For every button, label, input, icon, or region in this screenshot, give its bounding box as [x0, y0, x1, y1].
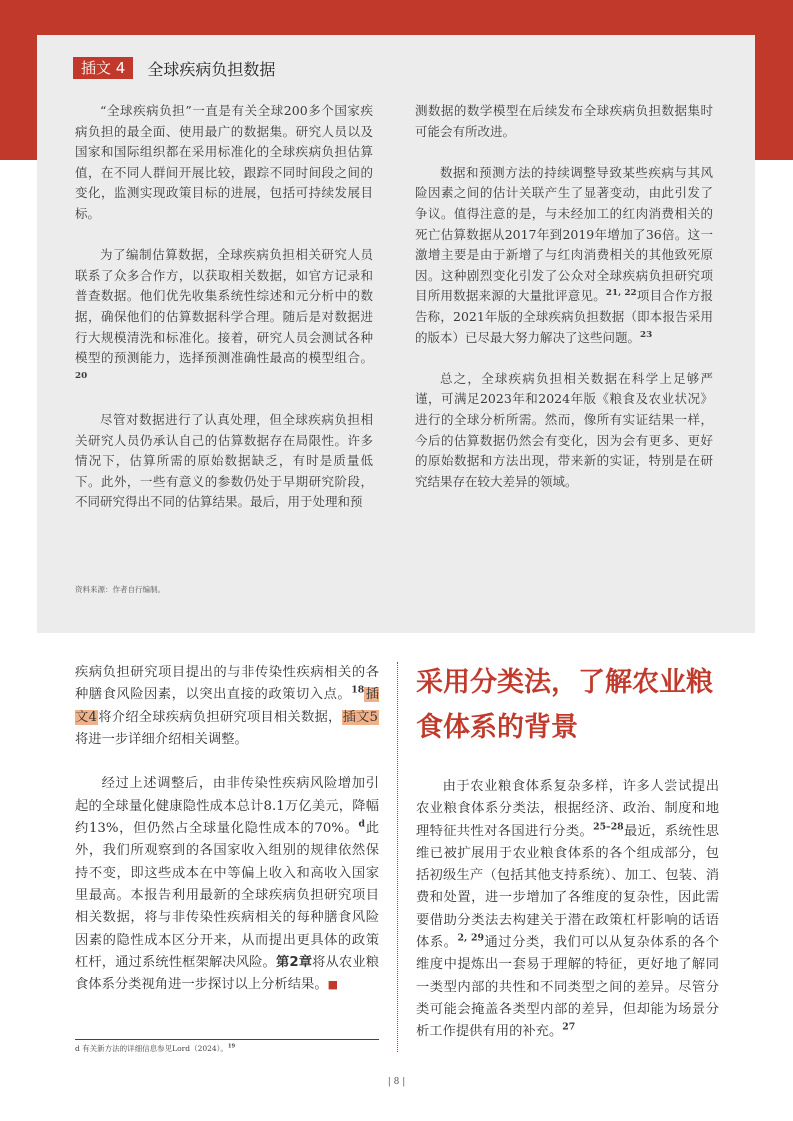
paragraph-text: 此外，我们所观察到的各国家收入组别的规律依然保持不变，即这些成本在中等偏上收入和高收入国家里最高。本报告利用最新的全球疾病负担研究项目相关数据，将与非传染性疾病相关的每种膳食风险因素的隐性成本区分开来，从而提出更具体的政策杠杆，通过系统性框架解决风险。 [75, 821, 380, 970]
reference-number: 23 [640, 329, 653, 340]
footnote-text: d 有关新方法的详细信息参见Lord（2024）。 [75, 1044, 228, 1053]
box-paragraph: 尽管对数据进行了认真处理，但全球疾病负担相关研究人员仍承认自己的估算数据存在局限性。许多情况下，估算所需的原始数据缺乏，有时是质量低下。此外，一些有意义的参数仍处于早期研究阶段，不同研究得出不同的估算结果。最后，用于处理和预 [75, 411, 373, 510]
paragraph-text: 将介绍全球疾病负担研究项目相关数据， [97, 709, 342, 725]
box-paragraph [415, 163, 713, 348]
paragraph-text: 为了编制估算数据，全球疾病负担相关研究人员联系了众多合作方，以获取相关数据，如官方记录和普查数据。他们优先收集系统性综述和元分析中的数据，确保他们的估算数据科学合理。随后是对数据进行大规模清洗和标准化。接着，研究人员会测试各种模型的预测能力，选择预测准确性最高的模型组合。 [75, 247, 373, 366]
paragraph-text: 最近，系统性思维已被扩展用于农业粮食体系的各个组成部分，包括初级生产（包括其他支持系统）、加工、包装、消费和处置，进一步增加了各维度的复杂性，因此需要借助分类法去构建关于潜在政策杠杆影响的话语体系。 [416, 823, 720, 951]
box-left-column [75, 101, 373, 533]
chapter-2-link[interactable]: 第2章 [275, 954, 313, 970]
reference-number: 20 [75, 370, 88, 381]
reference-number: 27 [562, 1021, 576, 1033]
reference-number: 18 [351, 684, 365, 696]
box-title: 全球疾病负担数据 [147, 59, 276, 79]
paragraph-text: 通过分类，我们可以从复杂体系的各个维度中提炼出一套易于理解的特征，更好地了解同一类型内部的共性和不同类型之间的差异。尽管分类可能会掩盖各类型内部的差异，但却能为场景分析工作提供有用的补充。 [416, 935, 720, 1040]
box-source-note: 资料来源：作者自行编制。 [75, 585, 165, 594]
box-paragraph: 总之，全球疾病负担相关数据在科学上足够严谨，可满足2023年和2024年版《粮食及农业状况》进行的全球分析所需。然而，像所有实证结果一样，今后的估算数据仍然会有变化，因为会有更多、更好的原始数据和方法出现，带来新的实证，特别是在研究结果存在较大差异的领域。 [415, 370, 713, 489]
right-column [416, 776, 719, 1044]
paragraph-text: 疾病负担研究项目提出的与非传染性疾病相关的各种膳食风险因素，以突出直接的政策切入点。 [75, 665, 379, 703]
reference-number: 19 [227, 1043, 236, 1050]
left-column [75, 662, 379, 1019]
body-paragraph [75, 773, 379, 996]
paragraph-text: 经过上述调整后，由非传染性疾病风险增加引起的全球量化健康隐性成本总计8.1万亿美元，降幅约13%，但仍然占全球量化隐性成本的70%。 [75, 776, 379, 837]
box-header [73, 57, 275, 79]
box-5-link[interactable]: 插文5 [342, 709, 378, 725]
paragraph-text: 项目合作方报告称，2021年版的全球疾病负担数据（即本报告采用的版本）已尽最大努力解决了这些问题。 [415, 288, 713, 345]
box-right-column [415, 101, 713, 513]
page-number: | 8 | [387, 1077, 406, 1087]
paragraph-text: 将进一步详细介绍相关调整。 [75, 731, 248, 747]
box-4-link[interactable]: 插文4 [75, 687, 380, 725]
footnote-divider [75, 1039, 379, 1040]
paragraph-text: 数据和预测方法的持续调整导致某些疾病与其风险因素之间的估计关联产生了显著变动，由此引发了争议。值得注意的是，与未经加工的红肉消费相关的死亡估算数据从2017年到2019年增加了36倍。这一激增主要是由于新增了与红肉消费相关的其他致死原因。这种剧烈变化引发了公众对全球疾病负担研究项目所用数据来源的大量批评意见。 [415, 164, 713, 304]
paragraph-text: 由于农业粮食体系复杂多样，许多人尝试提出农业粮食体系分类法，根据经济、政治、制度和地理特征共性对各国进行分类。 [416, 779, 719, 839]
body-paragraph [416, 776, 719, 1044]
reference-number: 21, 22 [605, 288, 637, 299]
paragraph-text: 将从农业粮食体系分类视角进一步探讨以上分析结果。 [75, 954, 380, 993]
end-mark-icon: ■ [327, 978, 339, 992]
footnote [75, 1043, 379, 1054]
column-divider [397, 662, 398, 1052]
footnote-marker: d [358, 818, 366, 830]
reference-number: 2, 29 [457, 932, 484, 944]
reference-number: 25–28 [593, 821, 624, 833]
insert-box [37, 35, 755, 633]
section-heading: 采用分类法，了解农业粮食体系的背景 [416, 667, 713, 743]
box-paragraph [75, 245, 373, 389]
body-paragraph [75, 662, 379, 751]
box-paragraph: 测数据的数学模型在后续发布全球疾病负担数据集时可能会有所改进。 [415, 103, 713, 139]
box-tag: 插文 4 [73, 57, 133, 79]
box-paragraph: “全球疾病负担”一直是有关全球200多个国家疾病负担的最全面、使用最广的数据集。研究人员以及国家和国际组织都在采用标准化的全球疾病负担估算值，在不同人群间开展比较，跟踪不同时间段之间的变化，监测实现政策目标的进展，包括可持续发展目标。 [75, 103, 373, 221]
